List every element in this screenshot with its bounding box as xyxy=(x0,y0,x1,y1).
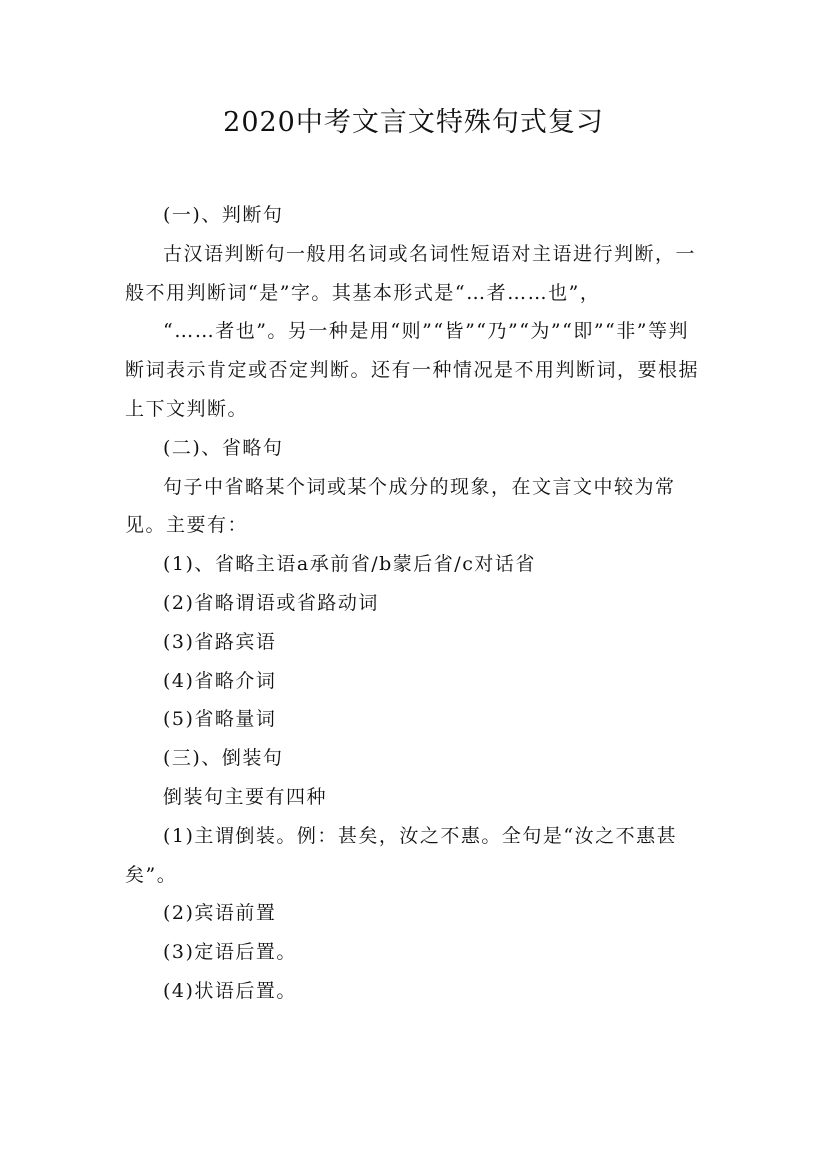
list-item: (3)定语后置。 xyxy=(163,941,297,964)
list-item: (1)、省略主语a承前省/b蒙后省/c对话省 xyxy=(163,553,536,576)
list-item: (5)省略量词 xyxy=(163,708,277,731)
list-item: (2)省略谓语或省路动词 xyxy=(163,591,379,614)
body-paragraph: 句子中省略某个词或某个成分的现象，在文言文中较为常见。主要有： xyxy=(125,475,676,537)
list-item: (1)主谓倒装。例：甚矣，汝之不惠。全句是“汝之不惠甚矣”。 xyxy=(125,824,678,886)
body-paragraph: 倒装句主要有四种 xyxy=(163,785,328,808)
document-title: 2020中考文言文特殊句式复习 xyxy=(223,107,604,138)
section-heading-omission: (二)、省略句 xyxy=(163,436,284,459)
section-heading-judgment: (一)、判断句 xyxy=(163,204,284,226)
body-paragraph: 古汉语判断句一般用名词或名词性短语对主语进行判断，一般不用判断词“是”字。其基本形式是“…者……也”， xyxy=(125,242,697,304)
body-paragraph: “……者也”。另一种是用“则”“皆”“乃”“为”“即”“非”等判断词表示肯定或否定判断。还有一种情况是不用判断词，要根据上下文判断。 xyxy=(125,320,700,420)
document-body xyxy=(125,196,705,1011)
list-item: (3)省路宾语 xyxy=(163,630,277,653)
section-heading-inversion: (三)、倒装句 xyxy=(163,747,284,770)
list-item: (4)状语后置。 xyxy=(163,979,297,1002)
list-item: (4)省略介词 xyxy=(163,669,277,692)
list-item: (2)宾语前置 xyxy=(163,902,277,925)
